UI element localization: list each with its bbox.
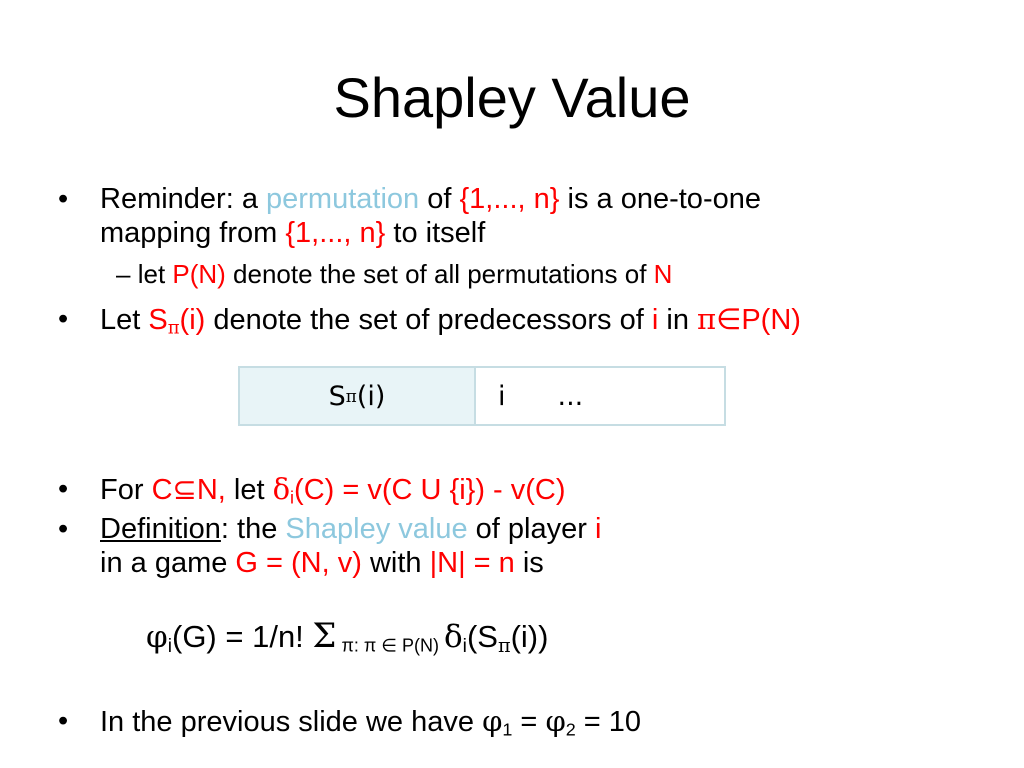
- delta-subscript: i: [462, 635, 467, 657]
- element-of-symbol: ∈: [716, 304, 742, 336]
- sub-bullet-pn: [116, 258, 672, 290]
- bullet-marker: •: [58, 473, 69, 505]
- term-permutation: permutation: [266, 183, 420, 215]
- cell-i-paren: (i): [356, 380, 386, 412]
- bullet-text: [100, 302, 801, 337]
- let-text: let: [225, 474, 273, 506]
- i-paren: (i): [179, 304, 206, 336]
- pn-expression: P(N): [741, 304, 801, 336]
- formula-lhs: (G) = 1/n!: [172, 619, 313, 654]
- i-symbol: i: [594, 513, 602, 545]
- cell-s-symbol: S: [328, 380, 346, 412]
- delta-subscript: i: [290, 487, 295, 508]
- with-text: with: [361, 547, 430, 579]
- phi-2-subscript: 2: [565, 719, 576, 740]
- phi-1-symbol: φ: [482, 704, 503, 738]
- let-text: let: [137, 259, 173, 289]
- set-expression: {1,..., n}: [459, 183, 560, 215]
- cell-i-symbol: i: [498, 380, 506, 412]
- predecessors-cell: S π (i): [240, 368, 476, 424]
- c-symbol: C: [151, 474, 173, 506]
- mapping-text: mapping from: [100, 217, 286, 249]
- bullet-marker: •: [58, 183, 69, 215]
- bullet-marker: •: [58, 705, 69, 737]
- term-shapley-value: Shapley value: [285, 513, 468, 545]
- n-symbol: N: [653, 259, 673, 289]
- bullet-marker: •: [58, 513, 69, 545]
- bullet-text: [100, 182, 761, 250]
- bullet-text: [100, 704, 641, 739]
- all-permutations-text: denote the set of all permutations of: [225, 259, 654, 289]
- player-cell: [476, 368, 724, 424]
- to-itself-text: to itself: [385, 217, 486, 249]
- in-text: in: [658, 304, 697, 336]
- bullet-text: [100, 472, 566, 507]
- definition-label: Definition: [100, 513, 221, 545]
- slide-title: Shapley Value: [333, 66, 691, 129]
- pi-subscript: π: [167, 317, 180, 339]
- ordering-table: [238, 366, 726, 426]
- phi-symbol: φ: [146, 619, 168, 655]
- phi-2-symbol: φ: [545, 704, 566, 738]
- reminder-text: Reminder: a: [100, 183, 267, 215]
- phi-subscript: i: [167, 635, 172, 657]
- delta-symbol: δ: [444, 619, 463, 655]
- pi-symbol: π: [697, 302, 717, 336]
- formula-close: (i)): [510, 619, 549, 654]
- is-text: is: [514, 547, 544, 579]
- predecessors-text: denote the set of predecessors of: [205, 304, 652, 336]
- set-expression-2: {1,..., n}: [285, 217, 386, 249]
- delta-symbol: δ: [272, 472, 291, 506]
- size-expression: |N| = n: [429, 547, 515, 579]
- bullet-text: [100, 512, 601, 580]
- s-symbol: S: [148, 304, 168, 336]
- for-text: For: [100, 474, 152, 506]
- previous-slide-text: In the previous slide we have: [100, 706, 483, 738]
- game-expression: G = (N, v): [235, 547, 362, 579]
- pn-expression: P(N): [172, 259, 226, 289]
- shapley-formula: [146, 616, 548, 657]
- i-symbol: i: [651, 304, 659, 336]
- cell-ellipsis: ...: [557, 380, 584, 412]
- subseteq-symbol: ⊆: [172, 474, 197, 506]
- of-text: of: [419, 183, 460, 215]
- pi-subscript: π: [497, 633, 511, 657]
- one-to-one-text: is a one-to-one: [559, 183, 761, 215]
- sigma-symbol: Σ: [312, 616, 337, 656]
- sum-subscript: π: π ∈ P(N): [336, 635, 444, 656]
- sub-bullet-dash: –: [116, 259, 131, 289]
- of-player-text: of player: [467, 513, 595, 545]
- the-text: : the: [220, 513, 286, 545]
- n-symbol: N,: [196, 474, 226, 506]
- marginal-expression: (C) = v(C U {i}) - v(C): [294, 474, 566, 506]
- equals-text: =: [512, 706, 546, 738]
- phi-1-subscript: 1: [502, 719, 513, 740]
- value-text: = 10: [575, 706, 642, 738]
- bullet-marker: •: [58, 303, 69, 335]
- let-text: Let: [100, 304, 149, 336]
- formula-open: (S: [466, 619, 498, 654]
- in-a-game-text: in a game: [100, 547, 236, 579]
